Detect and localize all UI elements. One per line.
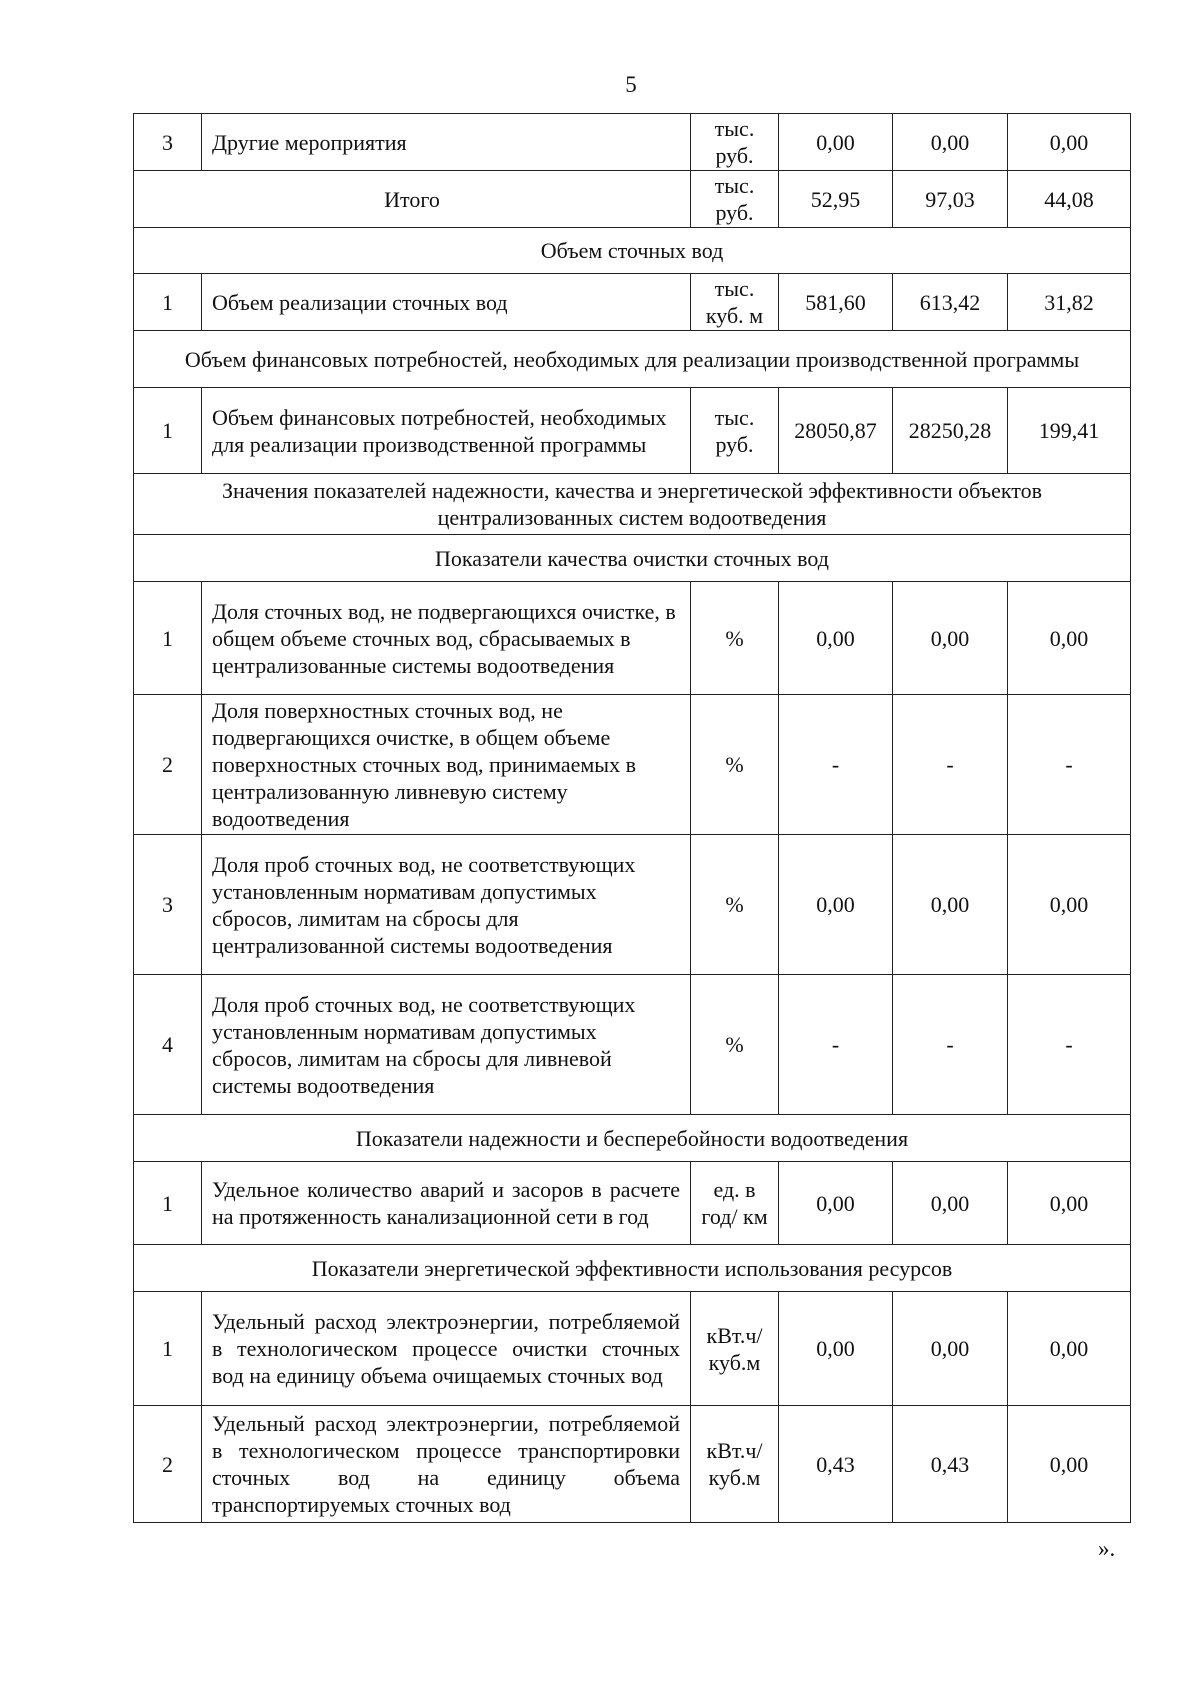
table-row (134, 975, 1131, 1115)
total-row (134, 171, 1131, 228)
value-3: 0,00 (1008, 835, 1131, 975)
indicator-name: Объем реализации сточных вод (202, 274, 691, 331)
value-3: 0,00 (1008, 114, 1131, 171)
row-number: 4 (134, 975, 202, 1115)
unit-of-measure: тыс. руб. (691, 171, 779, 228)
value-2: 0,00 (893, 1292, 1008, 1406)
section-header-row (134, 474, 1131, 535)
value-2: - (893, 975, 1008, 1115)
unit-of-measure: % (691, 975, 779, 1115)
indicator-name: Удельное количество аварий и засоров в расчете на протяженность канализационной сети в год (202, 1162, 691, 1245)
unit-of-measure: % (691, 695, 779, 835)
value-3: 0,00 (1008, 1162, 1131, 1245)
page-number: 5 (625, 72, 637, 97)
table-row (134, 114, 1131, 171)
section-header: Объем сточных вод (134, 228, 1131, 274)
value-1: 0,00 (779, 1162, 893, 1245)
value-2: 0,00 (893, 582, 1008, 695)
total-label: Итого (134, 171, 691, 228)
table-row (134, 695, 1131, 835)
indicator-name: Доля сточных вод, не подвергающихся очистке, в общем объеме сточных вод, сбрасываемых в централизованные системы водоотведения (202, 582, 691, 695)
value-2: 0,00 (893, 1162, 1008, 1245)
value-2: 0,00 (893, 835, 1008, 975)
value-3: 31,82 (1008, 274, 1131, 331)
value-1: 52,95 (779, 171, 893, 228)
value-1: 0,00 (779, 582, 893, 695)
table-row (134, 1162, 1131, 1245)
table-row (134, 274, 1131, 331)
indicator-name: Другие мероприятия (202, 114, 691, 171)
row-number: 1 (134, 1292, 202, 1406)
indicator-name: Удельный расход электроэнергии, потребляемой в технологическом процессе очистки сточных вод на единицу объема очищаемых сточных вод (202, 1292, 691, 1406)
row-number: 3 (134, 835, 202, 975)
section-header: Показатели энергетической эффективности использования ресурсов (134, 1245, 1131, 1292)
value-3: - (1008, 695, 1131, 835)
section-header: Показатели надежности и бесперебойности водоотведения (134, 1115, 1131, 1162)
value-1: 0,43 (779, 1406, 893, 1523)
value-2: 0,00 (893, 114, 1008, 171)
indicators-table (133, 113, 1131, 1523)
value-2: 97,03 (893, 171, 1008, 228)
value-3: - (1008, 975, 1131, 1115)
row-number: 1 (134, 582, 202, 695)
value-3: 199,41 (1008, 388, 1131, 474)
table-row (134, 1292, 1131, 1406)
row-number: 1 (134, 1162, 202, 1245)
unit-of-measure: тыс. куб. м (691, 274, 779, 331)
section-header: Показатели качества очистки сточных вод (134, 535, 1131, 582)
value-1: 0,00 (779, 835, 893, 975)
indicator-name: Объем финансовых потребностей, необходимых для реализации производственной программы (202, 388, 691, 474)
section-header: Объем финансовых потребностей, необходимых для реализации производственной программы (134, 331, 1131, 388)
unit-of-measure: % (691, 582, 779, 695)
indicator-name: Удельный расход электроэнергии, потребляемой в технологическом процессе транспортировки сточных вод на единицу объема транспортируемых сточных вод (202, 1406, 691, 1523)
value-1: 0,00 (779, 114, 893, 171)
section-header-row (134, 331, 1131, 388)
value-1: 581,60 (779, 274, 893, 331)
section-header-row (134, 1245, 1131, 1292)
section-header-row (134, 228, 1131, 274)
value-2: 28250,28 (893, 388, 1008, 474)
value-2: 613,42 (893, 274, 1008, 331)
value-1: - (779, 975, 893, 1115)
table-row (134, 582, 1131, 695)
unit-of-measure: % (691, 835, 779, 975)
value-3: 44,08 (1008, 171, 1131, 228)
table-row (134, 1406, 1131, 1523)
value-2: 0,43 (893, 1406, 1008, 1523)
unit-of-measure: кВт.ч/ куб.м (691, 1292, 779, 1406)
section-header-row (134, 1115, 1131, 1162)
table-row (134, 835, 1131, 975)
row-number: 1 (134, 388, 202, 474)
section-header-row (134, 535, 1131, 582)
row-number: 3 (134, 114, 202, 171)
unit-of-measure: кВт.ч/ куб.м (691, 1406, 779, 1523)
value-1: - (779, 695, 893, 835)
row-number: 2 (134, 1406, 202, 1523)
unit-of-measure: ед. в год/ км (691, 1162, 779, 1245)
closing-quote: ». (1098, 1536, 1116, 1561)
row-number: 1 (134, 274, 202, 331)
section-header: Значения показателей надежности, качества и энергетической эффективности объектов централизованных систем водоотведения (134, 474, 1131, 535)
table-row (134, 388, 1131, 474)
indicator-name: Доля проб сточных вод, не соответствующих установленным нормативам допустимых сбросов, лимитам на сбросы для централизованной системы водоотведения (202, 835, 691, 975)
value-2: - (893, 695, 1008, 835)
unit-of-measure: тыс. руб. (691, 388, 779, 474)
value-3: 0,00 (1008, 1292, 1131, 1406)
value-3: 0,00 (1008, 1406, 1131, 1523)
indicator-name: Доля проб сточных вод, не соответствующих установленным нормативам допустимых сбросов, лимитам на сбросы для ливневой системы водоотведения (202, 975, 691, 1115)
row-number: 2 (134, 695, 202, 835)
value-3: 0,00 (1008, 582, 1131, 695)
value-1: 0,00 (779, 1292, 893, 1406)
unit-of-measure: тыс. руб. (691, 114, 779, 171)
value-1: 28050,87 (779, 388, 893, 474)
indicator-name: Доля поверхностных сточных вод, не подвергающихся очистке, в общем объеме поверхностных сточных вод, принимаемых в централизованную ливневую систему водоотведения (202, 695, 691, 835)
